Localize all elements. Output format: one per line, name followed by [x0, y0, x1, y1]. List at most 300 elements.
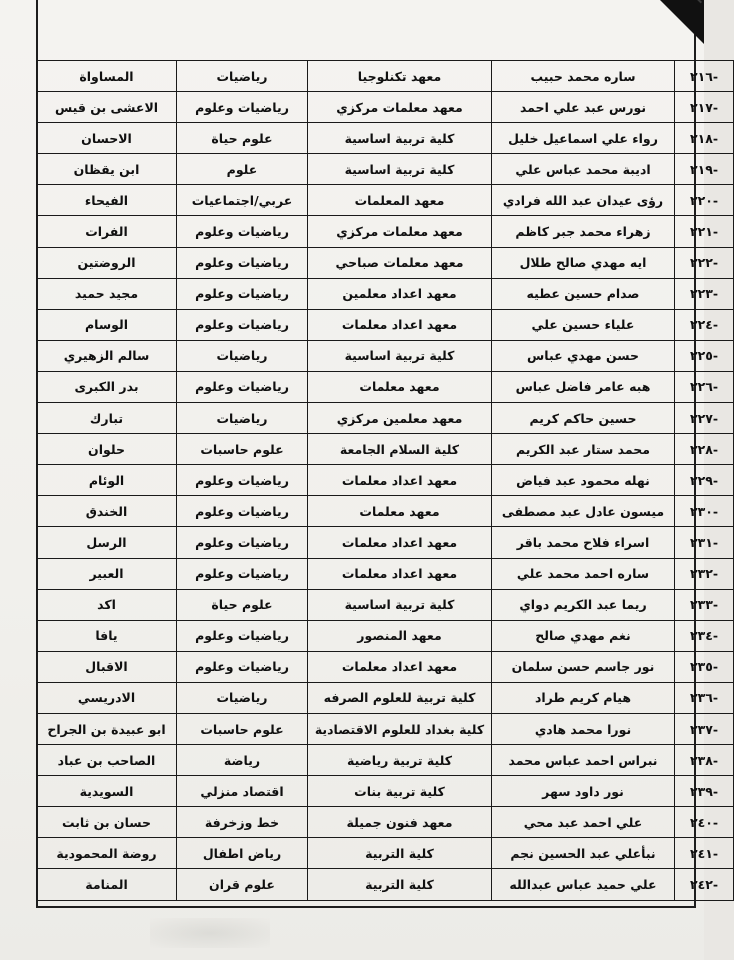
table-row	[37, 620, 734, 651]
graduated-institute-cell	[308, 92, 492, 123]
school-name: بدر الكبرى	[74, 379, 139, 395]
graduated-institute-cell	[308, 465, 492, 496]
school-name-cell	[37, 185, 177, 216]
person-name: ساره احمد محمد علي	[516, 566, 650, 582]
row-number: -٢١٨	[689, 130, 719, 146]
graduated-institute: كلية السلام الجامعة	[339, 441, 460, 457]
table-row	[37, 713, 734, 744]
row-number-cell	[675, 558, 734, 589]
table-row	[37, 589, 734, 620]
school-name-cell	[37, 216, 177, 247]
graduated-institute: كلية تربية رياضية	[347, 752, 452, 768]
graduated-institute-cell	[308, 682, 492, 713]
school-name: الصاحب بن عباد	[57, 752, 156, 768]
row-number-cell	[675, 278, 734, 309]
folded-corner	[660, 0, 704, 44]
row-number-cell	[675, 776, 734, 807]
person-name-cell	[492, 838, 675, 869]
specialty: علوم حياة	[211, 130, 273, 146]
graduated-institute-cell	[308, 776, 492, 807]
specialty: رياضيات وعلوم	[195, 317, 289, 333]
school-name: تبارك	[89, 410, 124, 426]
school-name: السويدية	[79, 783, 134, 799]
row-number: -٢٢٨	[689, 441, 719, 457]
specialty: رياضيات وعلوم	[195, 472, 289, 488]
table-row	[37, 278, 734, 309]
school-name-cell	[37, 309, 177, 340]
row-number-cell	[675, 185, 734, 216]
table-row	[37, 651, 734, 682]
row-number-cell	[675, 247, 734, 278]
school-name: روضة المحمودية	[56, 845, 157, 861]
graduated-institute: كلية تربية اساسية	[344, 597, 455, 613]
specialty-cell	[177, 154, 308, 185]
graduated-institute: معهد معلمات	[359, 503, 440, 519]
graduated-institute: معهد معلمين مركزي	[336, 410, 463, 426]
row-number-cell	[675, 309, 734, 340]
person-name-cell	[492, 807, 675, 838]
school-name: الوئام	[88, 472, 125, 488]
row-number: -٢١٩	[689, 161, 719, 177]
school-name: الاقبال	[85, 659, 128, 675]
specialty: رياضيات وعلوم	[195, 286, 289, 302]
school-name: اكد	[97, 597, 116, 613]
graduated-institute: معهد معلمات	[359, 379, 440, 395]
person-name-cell	[492, 371, 675, 402]
specialty-cell	[177, 403, 308, 434]
row-number: -٢٣١	[689, 534, 719, 550]
school-name-cell	[37, 651, 177, 682]
person-name-cell	[492, 61, 675, 92]
person-name-cell	[492, 589, 675, 620]
graduated-institute-cell	[308, 527, 492, 558]
school-name: مجيد حميد	[74, 286, 139, 302]
table-row	[37, 838, 734, 869]
table-row	[37, 465, 734, 496]
row-number-cell	[675, 620, 734, 651]
row-number-cell	[675, 340, 734, 371]
school-name: يافا	[95, 628, 118, 644]
school-name: الاعشى بن قيس	[54, 99, 159, 115]
specialty-cell	[177, 496, 308, 527]
row-number: -٢٣٧	[689, 721, 719, 737]
person-name-cell	[492, 123, 675, 154]
row-number-cell	[675, 869, 734, 900]
graduated-institute: معهد اعداد معلمات	[341, 534, 458, 550]
specialty-cell	[177, 371, 308, 402]
table-row	[37, 61, 734, 92]
graduated-institute: كلية تربية للعلوم الصرفه	[323, 690, 476, 706]
school-name-cell	[37, 776, 177, 807]
graduated-institute: معهد معلمات مركزي	[336, 99, 463, 115]
person-name-cell	[492, 651, 675, 682]
school-name: ابو عبيدة بن الجراح	[47, 721, 166, 737]
person-name-cell	[492, 247, 675, 278]
row-number-cell	[675, 403, 734, 434]
row-number: -٢٢٣	[689, 286, 719, 302]
graduated-institute-cell	[308, 61, 492, 92]
roster-table-body	[37, 61, 734, 901]
person-name: محمد ستار عبد الكريم	[515, 441, 651, 457]
row-number: -٢٣٢	[689, 566, 719, 582]
person-name-cell	[492, 682, 675, 713]
row-number-cell	[675, 61, 734, 92]
person-name: هيام كريم طراد	[534, 690, 632, 706]
school-name-cell	[37, 620, 177, 651]
person-name: نورا محمد هادي	[534, 721, 632, 737]
school-name: سالم الزهيري	[63, 348, 150, 364]
specialty: رياضيات وعلوم	[195, 659, 289, 675]
table-row	[37, 247, 734, 278]
table-row	[37, 216, 734, 247]
specialty: رياضيات وعلوم	[195, 628, 289, 644]
school-name: الفرات	[85, 224, 128, 240]
row-number: -٢١٧	[689, 99, 719, 115]
graduated-institute: كلية بغداد للعلوم الاقتصادية	[314, 721, 485, 737]
specialty-cell	[177, 682, 308, 713]
school-name-cell	[37, 247, 177, 278]
table-row	[37, 434, 734, 465]
row-number: -٢٢٢	[689, 255, 719, 271]
row-number: -٢٣٣	[689, 597, 719, 613]
person-name-cell	[492, 434, 675, 465]
graduated-institute-cell	[308, 403, 492, 434]
school-name-cell	[37, 838, 177, 869]
row-number: -٢٢٥	[689, 348, 719, 364]
graduated-institute: معهد تكنلوجيا	[357, 68, 442, 84]
person-name-cell	[492, 527, 675, 558]
row-number: -٢٣٦	[689, 690, 719, 706]
graduated-institute: معهد اعداد معلمات	[341, 566, 458, 582]
row-number-cell	[675, 92, 734, 123]
school-name-cell	[37, 154, 177, 185]
row-number: -٢٤٠	[689, 814, 719, 830]
row-number: -٢٢١	[689, 224, 719, 240]
person-name-cell	[492, 776, 675, 807]
specialty: رياضيات	[216, 410, 268, 426]
school-name: ابن يقظان	[73, 161, 140, 177]
person-name: نهله محمود عبد فياض	[516, 472, 650, 488]
table-row	[37, 154, 734, 185]
person-name: نغم مهدي صالح	[535, 628, 631, 644]
person-name: هبه عامر فاضل عباس	[515, 379, 651, 395]
graduated-institute: معهد معلمات مركزي	[336, 224, 463, 240]
school-name: الروضتين	[77, 255, 136, 271]
specialty-cell	[177, 185, 308, 216]
row-number-cell	[675, 154, 734, 185]
graduated-institute: كلية التربية	[365, 876, 434, 892]
graduated-institute: معهد اعداد معلمات	[341, 317, 458, 333]
specialty: رياضيات وعلوم	[195, 534, 289, 550]
paper-smudge	[150, 918, 270, 948]
school-name-cell	[37, 92, 177, 123]
school-name-cell	[37, 403, 177, 434]
person-name-cell	[492, 278, 675, 309]
table-row	[37, 403, 734, 434]
row-number: -٢٢٤	[689, 317, 719, 333]
person-name-cell	[492, 620, 675, 651]
row-number: -٢٤٢	[689, 876, 719, 892]
person-name: رؤى عيدان عبد الله فرادي	[502, 192, 664, 208]
table-row	[37, 558, 734, 589]
school-name-cell	[37, 465, 177, 496]
specialty: رياض اطفال	[202, 845, 282, 861]
person-name-cell	[492, 713, 675, 744]
school-name: الوسام	[85, 317, 128, 333]
specialty: رياضيات	[216, 348, 268, 364]
row-number-cell	[675, 465, 734, 496]
row-number-cell	[675, 527, 734, 558]
person-name-cell	[492, 340, 675, 371]
row-number-cell	[675, 745, 734, 776]
specialty-cell	[177, 807, 308, 838]
specialty: علوم	[226, 161, 258, 177]
specialty-cell	[177, 61, 308, 92]
school-name: الادريسي	[77, 690, 136, 706]
school-name: العبير	[89, 566, 124, 582]
graduated-institute-cell	[308, 589, 492, 620]
graduated-institute: كلية تربية اساسية	[344, 130, 455, 146]
table-row	[37, 371, 734, 402]
row-number-cell	[675, 807, 734, 838]
specialty: علوم حاسبات	[200, 441, 284, 457]
specialty: رياضيات وعلوم	[195, 566, 289, 582]
specialty: رياضيات وعلوم	[195, 503, 289, 519]
row-number-cell	[675, 496, 734, 527]
specialty: خط وزخرفة	[204, 814, 280, 830]
table-row	[37, 745, 734, 776]
person-name-cell	[492, 154, 675, 185]
person-name: اديبة محمد عباس علي	[515, 161, 651, 177]
person-name: صدام حسين عطيه	[526, 286, 640, 302]
graduated-institute: كلية تربية اساسية	[344, 161, 455, 177]
person-name: علي احمد عبد محي	[523, 814, 643, 830]
school-name-cell	[37, 278, 177, 309]
person-name: علي حميد عباس عبدالله	[509, 876, 657, 892]
person-name: نبأعلي عبد الحسين نجم	[510, 845, 656, 861]
graduated-institute: معهد اعداد معلمات	[341, 472, 458, 488]
school-name-cell	[37, 496, 177, 527]
person-name: زهراء محمد جبر كاظم	[515, 224, 651, 240]
specialty-cell	[177, 651, 308, 682]
graduated-institute-cell	[308, 869, 492, 900]
row-number-cell	[675, 371, 734, 402]
graduated-institute-cell	[308, 123, 492, 154]
table-row	[37, 527, 734, 558]
row-number: -٢٢٧	[689, 410, 719, 426]
row-number-cell	[675, 589, 734, 620]
school-name-cell	[37, 682, 177, 713]
graduated-institute-cell	[308, 154, 492, 185]
school-name-cell	[37, 558, 177, 589]
row-number: -٢٢٠	[689, 192, 719, 208]
specialty: رياضة	[223, 752, 261, 768]
specialty: رياضيات وعلوم	[195, 224, 289, 240]
school-name: الاحسان	[81, 130, 132, 146]
graduated-institute-cell	[308, 713, 492, 744]
school-name: الرسل	[86, 534, 127, 550]
table-row	[37, 340, 734, 371]
row-number: -٢٣٩	[689, 783, 719, 799]
graduated-institute: كلية تربية اساسية	[344, 348, 455, 364]
specialty: اقتصاد منزلي	[200, 783, 284, 799]
specialty: رياضيات وعلوم	[195, 99, 289, 115]
person-name: رواء علي اسماعيل خليل	[508, 130, 658, 146]
table-row	[37, 807, 734, 838]
graduated-institute-cell	[308, 278, 492, 309]
person-name-cell	[492, 869, 675, 900]
table-row	[37, 682, 734, 713]
graduated-institute-cell	[308, 745, 492, 776]
person-name: حسين حاكم كريم	[529, 410, 637, 426]
specialty: علوم حاسبات	[200, 721, 284, 737]
roster-table	[36, 60, 734, 901]
graduated-institute: معهد اعداد معلمات	[341, 659, 458, 675]
graduated-institute-cell	[308, 309, 492, 340]
school-name: المنامة	[85, 876, 128, 892]
specialty: رياضيات وعلوم	[195, 255, 289, 271]
specialty-cell	[177, 247, 308, 278]
school-name-cell	[37, 434, 177, 465]
graduated-institute-cell	[308, 247, 492, 278]
specialty-cell	[177, 558, 308, 589]
specialty: رياضيات	[216, 68, 268, 84]
specialty-cell	[177, 745, 308, 776]
specialty-cell	[177, 527, 308, 558]
row-number: -٢١٦	[689, 68, 719, 84]
specialty: عربي/اجتماعيات	[191, 192, 293, 208]
table-row	[37, 92, 734, 123]
person-name-cell	[492, 496, 675, 527]
school-name-cell	[37, 527, 177, 558]
school-name: المساواة	[79, 68, 134, 84]
specialty-cell	[177, 309, 308, 340]
graduated-institute-cell	[308, 496, 492, 527]
graduated-institute: معهد اعداد معلمين	[342, 286, 457, 302]
table-row	[37, 185, 734, 216]
table-row	[37, 496, 734, 527]
row-number: -٢٣٤	[689, 628, 719, 644]
specialty-cell	[177, 713, 308, 744]
row-number-cell	[675, 651, 734, 682]
specialty-cell	[177, 92, 308, 123]
specialty-cell	[177, 216, 308, 247]
school-name-cell	[37, 589, 177, 620]
school-name-cell	[37, 869, 177, 900]
graduated-institute: كلية تربية بنات	[354, 783, 445, 799]
person-name: نبراس احمد عباس محمد	[508, 752, 658, 768]
row-number: -٢٢٦	[689, 379, 719, 395]
row-number: -٢٢٩	[689, 472, 719, 488]
school-name: الخندق	[85, 503, 128, 519]
graduated-institute: كلية التربية	[365, 845, 434, 861]
specialty-cell	[177, 465, 308, 496]
person-name: ميسون عادل عبد مصطفى	[501, 503, 665, 519]
specialty: علوم قران	[209, 876, 275, 892]
graduated-institute: معهد فنون جميلة	[346, 814, 453, 830]
specialty: رياضيات	[216, 690, 268, 706]
row-number-cell	[675, 713, 734, 744]
person-name-cell	[492, 403, 675, 434]
person-name-cell	[492, 92, 675, 123]
graduated-institute: معهد المنصور	[357, 628, 442, 644]
specialty-cell	[177, 123, 308, 154]
person-name-cell	[492, 745, 675, 776]
specialty: علوم حياة	[211, 597, 273, 613]
school-name-cell	[37, 713, 177, 744]
graduated-institute-cell	[308, 434, 492, 465]
person-name-cell	[492, 465, 675, 496]
specialty-cell	[177, 869, 308, 900]
school-name-cell	[37, 807, 177, 838]
person-name: ايه مهدي صالح طلال	[519, 255, 647, 271]
school-name-cell	[37, 123, 177, 154]
graduated-institute-cell	[308, 216, 492, 247]
person-name: اسراء فلاح محمد باقر	[516, 534, 650, 550]
graduated-institute-cell	[308, 185, 492, 216]
row-number: -٢٣٨	[689, 752, 719, 768]
table-row	[37, 123, 734, 154]
specialty: رياضيات وعلوم	[195, 379, 289, 395]
table-row	[37, 869, 734, 900]
person-name: حسن مهدي عباس	[527, 348, 639, 364]
row-number: -٢٤١	[689, 845, 719, 861]
graduated-institute-cell	[308, 371, 492, 402]
graduated-institute: معهد المعلمات	[354, 192, 445, 208]
specialty-cell	[177, 340, 308, 371]
school-name-cell	[37, 745, 177, 776]
row-number-cell	[675, 682, 734, 713]
graduated-institute-cell	[308, 807, 492, 838]
graduated-institute-cell	[308, 340, 492, 371]
row-number: -٢٣٥	[689, 659, 719, 675]
row-number-cell	[675, 123, 734, 154]
school-name: حلوان	[88, 441, 125, 457]
school-name-cell	[37, 371, 177, 402]
row-number-cell	[675, 838, 734, 869]
person-name: نور جاسم حسن سلمان	[511, 659, 655, 675]
school-name: حسان بن ثابت	[61, 814, 152, 830]
person-name: نورس عبد علي احمد	[519, 99, 647, 115]
specialty-cell	[177, 620, 308, 651]
graduated-institute-cell	[308, 651, 492, 682]
specialty-cell	[177, 589, 308, 620]
school-name-cell	[37, 61, 177, 92]
person-name-cell	[492, 216, 675, 247]
table-row	[37, 309, 734, 340]
person-name: علياء حسين علي	[531, 317, 635, 333]
school-name: الفيحاء	[84, 192, 129, 208]
person-name: ساره محمد حبيب	[530, 68, 636, 84]
table-row	[37, 776, 734, 807]
specialty-cell	[177, 434, 308, 465]
row-number-cell	[675, 434, 734, 465]
graduated-institute-cell	[308, 558, 492, 589]
row-number-cell	[675, 216, 734, 247]
person-name: ريما عبد الكريم دواي	[519, 597, 647, 613]
school-name-cell	[37, 340, 177, 371]
person-name-cell	[492, 309, 675, 340]
graduated-institute: معهد معلمات صباحي	[335, 255, 464, 271]
person-name-cell	[492, 558, 675, 589]
specialty-cell	[177, 776, 308, 807]
row-number: -٢٣٠	[689, 503, 719, 519]
person-name: نور داود سهر	[542, 783, 624, 799]
graduated-institute-cell	[308, 838, 492, 869]
person-name-cell	[492, 185, 675, 216]
specialty-cell	[177, 838, 308, 869]
graduated-institute-cell	[308, 620, 492, 651]
